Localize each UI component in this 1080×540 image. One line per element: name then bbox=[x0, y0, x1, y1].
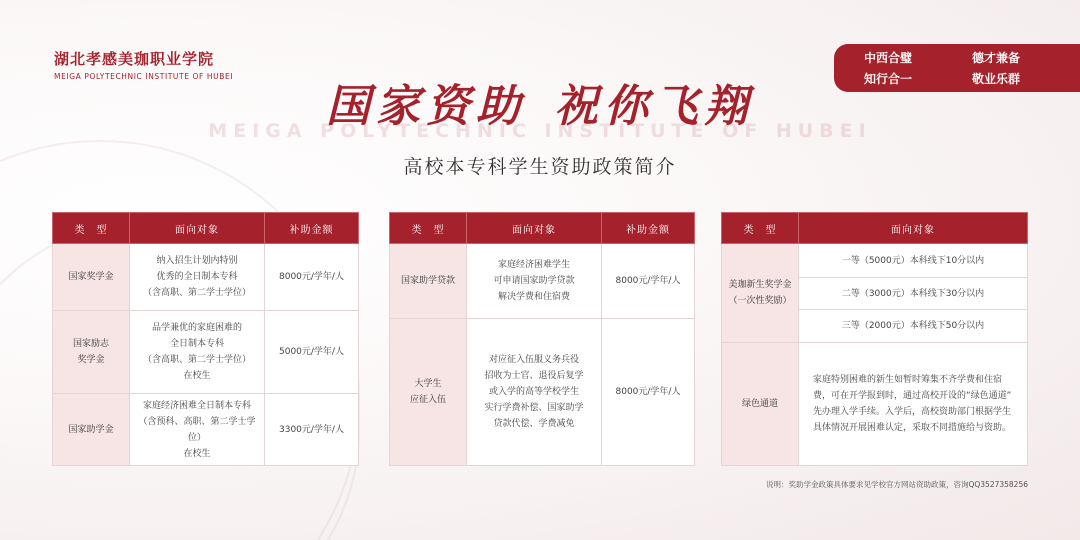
type-cell: 美珈新生奖学金 （一次性奖励） bbox=[722, 244, 799, 343]
freshman-scholarship-table bbox=[721, 212, 1028, 466]
target-cell: 家庭经济困难学生 可申请国家助学贷款 解决学费和住宿费 bbox=[467, 244, 602, 319]
type-cell: 绿色通道 bbox=[722, 343, 799, 466]
motto-item: 知行合一 bbox=[864, 72, 913, 86]
target-cell: 纳入招生计划内特别 优秀的全日制本专科 （含高职、第二学士学位） bbox=[130, 244, 265, 311]
table-row bbox=[53, 311, 359, 394]
type-cell: 国家励志 奖学金 bbox=[53, 311, 130, 394]
amount-cell: 8000元/学年/人 bbox=[265, 244, 359, 311]
table-row bbox=[722, 343, 1028, 466]
watermark-text: MEIGA POLYTECHNIC INSTITUTE OF HUBEI bbox=[208, 120, 872, 142]
amount-cell: 8000元/学年/人 bbox=[602, 319, 695, 466]
header-target: 面向对象 bbox=[467, 213, 602, 244]
scholarship-table bbox=[52, 212, 359, 466]
target-cell: 一等（5000元）本科线下10分以内 bbox=[799, 244, 1028, 278]
header-type: 类 型 bbox=[390, 213, 467, 244]
type-cell: 国家奖学金 bbox=[53, 244, 130, 311]
loan-table bbox=[389, 212, 695, 466]
headline bbox=[0, 70, 1080, 134]
amount-cell: 8000元/学年/人 bbox=[602, 244, 695, 319]
footnote: 说明：奖助学金政策具体要求见学校官方网站资助政策，咨询QQ3527358256 bbox=[765, 480, 1028, 489]
amount-cell: 5000元/学年/人 bbox=[265, 311, 359, 394]
table-row bbox=[390, 244, 695, 319]
motto-item: 德才兼备 bbox=[972, 51, 1021, 65]
table-row bbox=[390, 319, 695, 466]
headline-left: 国家资助 bbox=[326, 81, 526, 132]
headline-right: 祝你飞翔 bbox=[554, 81, 754, 132]
target-cell: 家庭特别困难的新生如暂时筹集不齐学费和住宿 费，可在开学报到时，通过高校开设的“绿色通道” 先办理入学手续。入学后，高校资助部门根据学生 具体情况开展困难认定，采取不同措施给与资助。 bbox=[799, 343, 1028, 466]
type-cell: 大学生 应征入伍 bbox=[390, 319, 467, 466]
amount-cell: 3300元/学年/人 bbox=[265, 394, 359, 466]
school-name-cn: 湖北孝感美珈职业学院 bbox=[54, 50, 215, 68]
table-row bbox=[53, 394, 359, 466]
motto-item: 中西合璧 bbox=[864, 51, 913, 65]
header-amount: 补助金额 bbox=[602, 213, 695, 244]
table-row bbox=[53, 244, 359, 311]
target-cell: 家庭经济困难全日制本专科 （含预科、高职、第二学士学位） 在校生 bbox=[130, 394, 265, 466]
table-row bbox=[722, 244, 1028, 278]
target-cell: 对应征入伍服义务兵役 招收为士官、退役后复学 或入学的高等学校学生 实行学费补偿、国家助学 贷款代偿、学费减免 bbox=[467, 319, 602, 466]
header-type: 类 型 bbox=[722, 213, 799, 244]
target-cell: 品学兼优的家庭困难的 全日制本专科 （含高职、第二学士学位） 在校生 bbox=[130, 311, 265, 394]
header-type: 类 型 bbox=[53, 213, 130, 244]
school-name-en: MEIGA POLYTECHNIC INSTITUTE OF HUBEI bbox=[54, 72, 234, 81]
page-subtitle: 高校本专科学生资助政策简介 bbox=[403, 156, 677, 178]
header-target: 面向对象 bbox=[799, 213, 1028, 244]
type-cell: 国家助学贷款 bbox=[390, 244, 467, 319]
type-cell: 国家助学金 bbox=[53, 394, 130, 466]
target-cell: 二等（3000元）本科线下30分以内 bbox=[799, 278, 1028, 310]
header-target: 面向对象 bbox=[130, 213, 265, 244]
header-amount: 补助金额 bbox=[265, 213, 359, 244]
target-cell: 三等（2000元）本科线下50分以内 bbox=[799, 310, 1028, 343]
motto-item: 敬业乐群 bbox=[972, 72, 1021, 86]
